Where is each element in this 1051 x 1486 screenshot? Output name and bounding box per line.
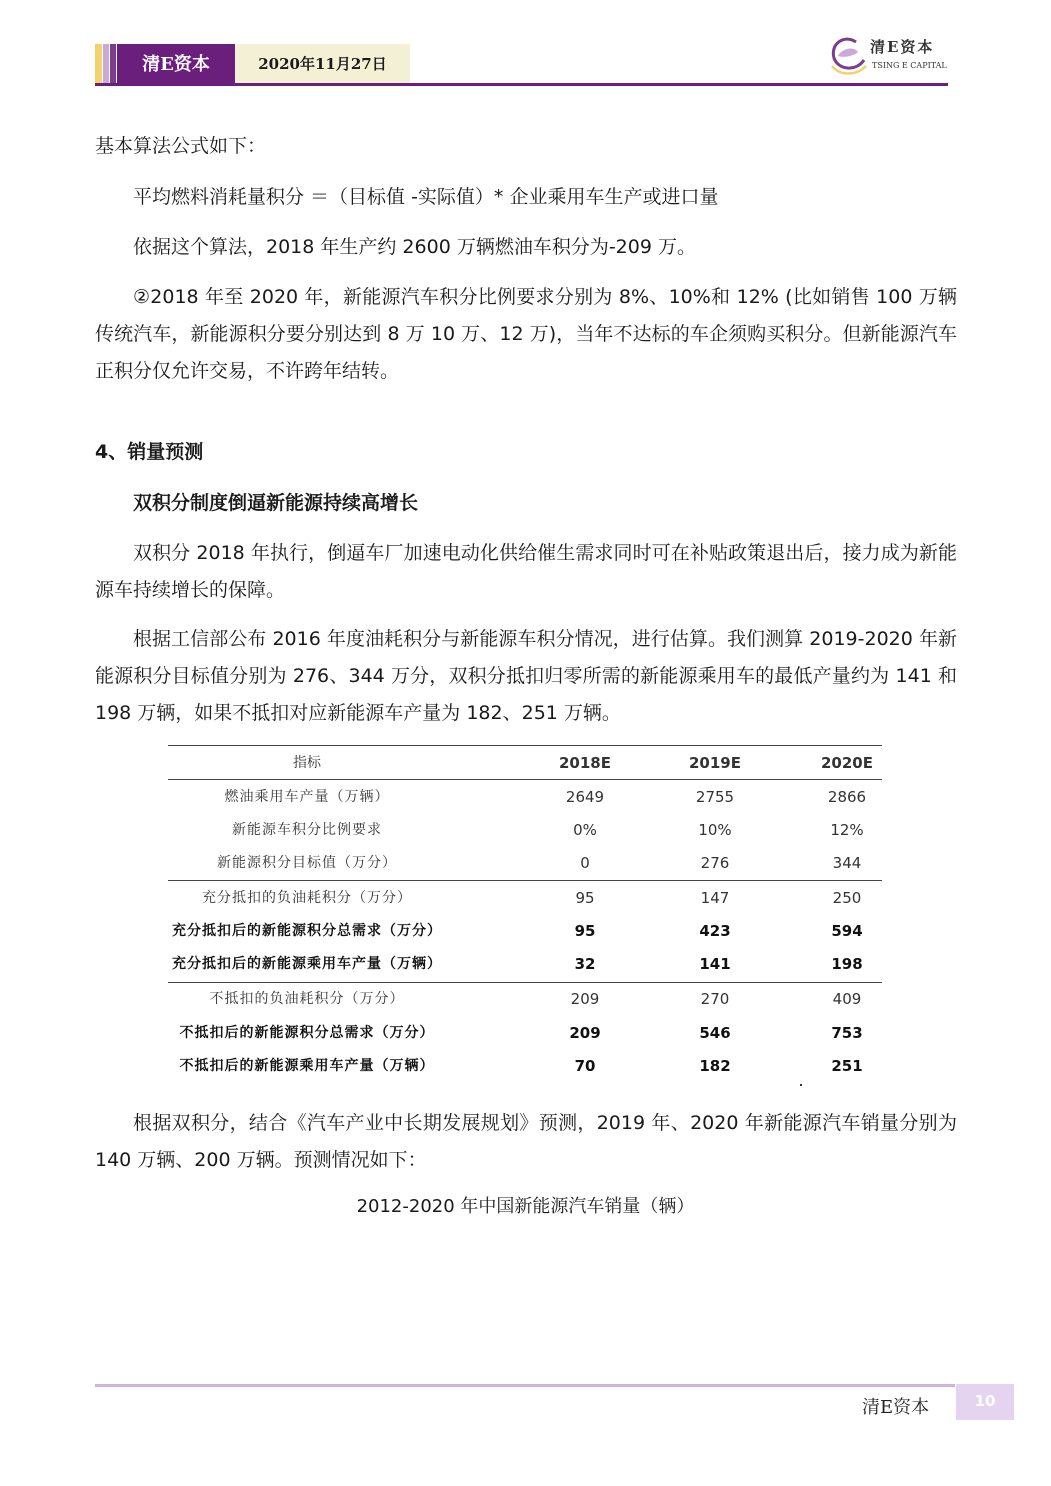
table-row-label: 充分抵扣的负油耗积分（万分）: [202, 890, 412, 906]
table-row-label: 不抵扣的负油耗积分（万分）: [209, 991, 405, 1007]
paragraph-calc-result: 依据这个算法，2018 年生产约 2600 万辆燃油车积分为-209 万。: [133, 236, 696, 258]
table-row: [168, 947, 882, 981]
header-accent-lilac: [103, 44, 109, 85]
table-cell: 753: [831, 1024, 863, 1042]
sub-heading: 双积分制度倒逼新能源持续高增长: [133, 492, 419, 514]
table-row: [168, 780, 882, 814]
logo-text-cn: 清E资本: [870, 38, 935, 56]
table-header-cell: 2018E: [559, 754, 611, 772]
table-cell: 182: [699, 1057, 731, 1075]
company-logo: [826, 30, 950, 80]
table-row-label: 不抵扣后的新能源积分总需求（万分）: [179, 1025, 435, 1041]
table-cell: 70: [574, 1057, 596, 1075]
table-header-cell: 2020E: [821, 754, 873, 772]
section-heading: 4、销量预测: [95, 441, 204, 463]
table-cell: 0%: [573, 821, 597, 839]
paragraph-nev-ratio: ②2018 年至 2020 年，新能源汽车积分比例要求分别为 8%、10%和 12% (比如销售 100 万辆传统汽车，新能源积分要分别达到 8 万 10 万、12 万)，当年不达标的车企须购买积分。但新能源汽车正积分仅允许交易，不许跨年结转。: [95, 286, 957, 382]
table-cell: 209: [569, 1024, 601, 1042]
table-cell: 2755: [695, 788, 735, 806]
table-cell: 12%: [830, 821, 864, 839]
paragraph-formula: 平均燃料消耗量积分 ＝（目标值 -实际值）* 企业乘用车生产或进口量: [133, 186, 719, 208]
table-row: [168, 1016, 882, 1050]
table-row: [168, 1049, 882, 1083]
table-row-label: 燃油乘用车产量（万辆）: [224, 789, 390, 805]
table-cell: 141: [699, 955, 731, 973]
header-accent-yellow: [95, 44, 102, 85]
page-number: 10: [956, 1384, 1014, 1420]
table-header-row: [168, 746, 882, 780]
table-cell: 250: [832, 889, 862, 907]
footer-rule: [95, 1384, 955, 1387]
table-header-cell: 2019E: [689, 754, 741, 772]
table-header-cell: 指标: [293, 755, 321, 771]
table-cell: 409: [832, 990, 862, 1008]
paragraph-dual-credit: 双积分 2018 年执行，倒逼车厂加速电动化供给催生需求同时可在补贴政策退出后，接力成为新能源车持续增长的保障。: [95, 542, 957, 601]
table-dot-mark: [800, 1084, 802, 1086]
table-cell: 423: [699, 922, 731, 940]
table-row-label: 新能源车积分比例要求: [232, 822, 382, 838]
table-cell: 95: [574, 922, 596, 940]
header-accent-purple: [110, 44, 116, 85]
table-row: [168, 881, 882, 915]
table-row: [168, 914, 882, 948]
paragraph-estimate: 根据工信部公布 2016 年度油耗积分与新能源车积分情况，进行估算。我们测算 2019-2020 年新能源积分目标值分别为 276、344 万分，双积分抵扣归零所需的新能源乘用车的最低产量约为 141 和 198 万辆，如果不抵扣对应新能源车产量为 182、251 万辆。: [95, 628, 957, 724]
table-cell: 594: [831, 922, 863, 940]
table-row: [168, 846, 882, 880]
table-cell: 0: [580, 854, 590, 872]
header-date: 2020年11月27日: [235, 44, 410, 85]
table-cell: 276: [700, 854, 730, 872]
table-row-label: 充分抵扣后的新能源积分总需求（万分）: [172, 923, 442, 939]
table-cell: 198: [831, 955, 863, 973]
table-cell: 147: [700, 889, 730, 907]
table-cell: 32: [574, 955, 596, 973]
table-cell: 344: [832, 854, 862, 872]
header-brand: 清E资本: [117, 44, 235, 85]
table-cell: 251: [831, 1057, 863, 1075]
table-row-label: 充分抵扣后的新能源乘用车产量（万辆）: [172, 956, 442, 972]
logo-swirl-icon: [826, 30, 870, 80]
table-cell: 270: [700, 990, 730, 1008]
table-row-label: 不抵扣后的新能源乘用车产量（万辆）: [179, 1058, 435, 1074]
table-cell: 95: [575, 889, 595, 907]
table-cell: 2649: [565, 788, 605, 806]
table-row: [168, 982, 882, 1016]
header-rule: [95, 83, 948, 86]
table-row-label: 新能源积分目标值（万分）: [217, 855, 397, 871]
table-cell: 546: [699, 1024, 731, 1042]
table-cell: 209: [570, 990, 600, 1008]
paragraph-formula-intro: 基本算法公式如下：: [95, 135, 267, 157]
footer-brand: 清E资本: [862, 1397, 930, 1418]
logo-text-en: TSING E CAPITAL: [872, 61, 947, 70]
chart-caption: 2012-2020 年中国新能源汽车销量（辆）: [356, 1196, 695, 1217]
table-row: [168, 813, 882, 847]
table-cell: 2866: [827, 788, 867, 806]
table-cell: 10%: [698, 821, 732, 839]
paragraph-forecast: 根据双积分，结合《汽车产业中长期发展规划》预测，2019 年、2020 年新能源汽车销量分别为 140 万辆、200 万辆。预测情况如下：: [95, 1112, 957, 1171]
